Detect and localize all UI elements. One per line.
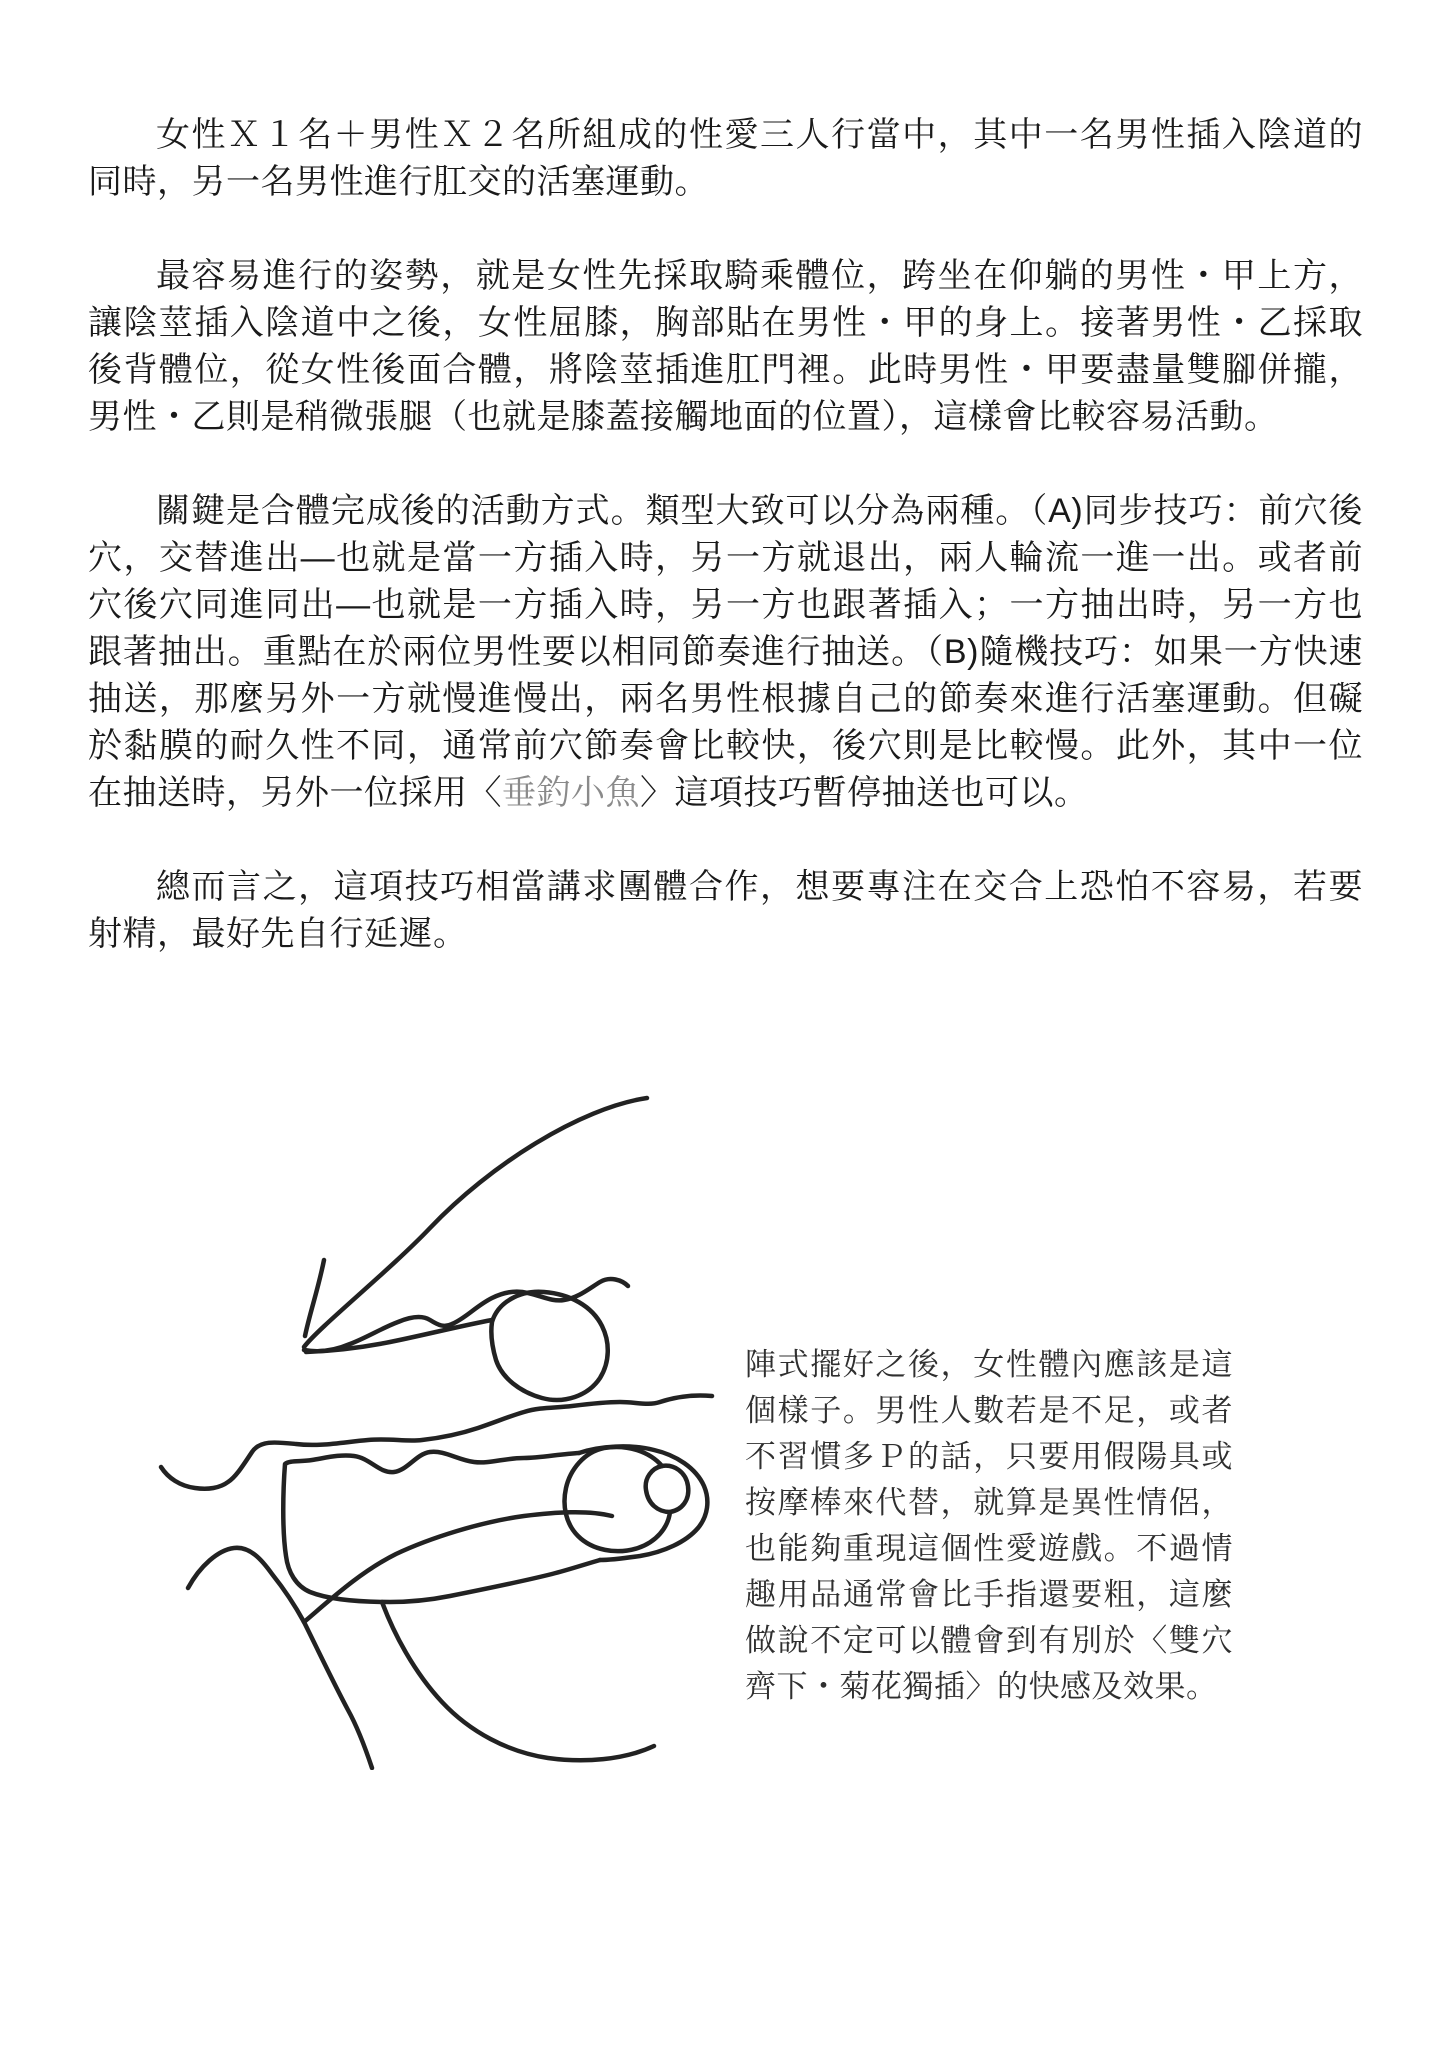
glans-a-outline bbox=[491, 1292, 607, 1400]
buttock-bottom-curve bbox=[382, 1602, 654, 1760]
paragraph-2: 最容易進行的姿勢，就是女性先採取騎乘體位，跨坐在仰躺的男性・甲上方，讓陰莖插入陰道中之後，女性屈膝，胸部貼在男性・甲的身上。接著男性・乙採取後背體位，從女性後面合體，將陰莖插進肛門裡。此時男性・甲要盡量雙腳併攏，男性・乙則是稍微張腿（也就是膝蓋接觸地面的位置），這樣會比較容易活動。 bbox=[88, 257, 1363, 436]
figure-caption: 陣式擺好之後，女性體內應該是這個樣子。男性人數若是不足，或者不習慣多Ｐ的話，只要用假陽具或按摩棒來代替，就算是異性情侶，也能夠重現這個性愛遊戲。不過情趣用品通常會比手指還要粗，這麼做說不定可以體會到有別於〈雙穴齊下・菊花獨插〉的快感及效果。 bbox=[745, 1347, 1233, 1704]
paragraph-4: 總而言之，這項技巧相當講求團體合作，想要專注在交合上恐怕不容易，若要射精，最好先自行延遲。 bbox=[88, 868, 1363, 953]
shaft-b-sleeve-outline bbox=[283, 1452, 600, 1602]
clitoral-stroke-line bbox=[305, 1260, 324, 1336]
body-text bbox=[88, 112, 1363, 1005]
paragraph-3-post: 〉這項技巧暫停抽送也可以。 bbox=[640, 774, 1089, 812]
upper-canal-wall-line bbox=[304, 1279, 628, 1351]
paragraph-3-pre: 關鍵是合體完成後的活動方式。類型大致可以分為兩種。（A)同步技巧：前穴後穴，交替進出—也就是當一方插入時，另一方就退出，兩人輪流一進一出。或者前穴後穴同進同出—也就是一方插入時，另一方也跟著插入；一方抽出時，另一方也跟著抽出。重點在於兩位男性要以相同節奏進行抽送。（B)隨機技巧：如果一方快速抽送，那麼另外一方就慢進慢出，兩名男性根據自己的節奏來進行活塞運動。但礙於黏膜的耐久性不同，通常前穴節奏會比較快，後穴則是比較慢。此外，其中一位在抽送時，另外一位採用〈 bbox=[88, 492, 1363, 812]
glans-b-outline bbox=[565, 1447, 671, 1551]
between-canals-wall-line bbox=[161, 1395, 712, 1488]
paragraph-3 bbox=[88, 488, 1363, 817]
glans-b-outer-contour bbox=[579, 1446, 707, 1560]
paragraph-1: 女性Ｘ１名＋男性Ｘ２名所組成的性愛三人行當中，其中一名男性插入陰道的同時，另一名男性進行肛交的活塞運動。 bbox=[88, 116, 1363, 201]
technique-term-gray: 垂釣小魚 bbox=[502, 774, 640, 812]
under-shaft-b-line bbox=[304, 1512, 612, 1622]
glans-b-notch bbox=[662, 1466, 688, 1512]
cross-section-line-drawing bbox=[100, 950, 780, 1770]
thigh-line bbox=[304, 1622, 372, 1768]
